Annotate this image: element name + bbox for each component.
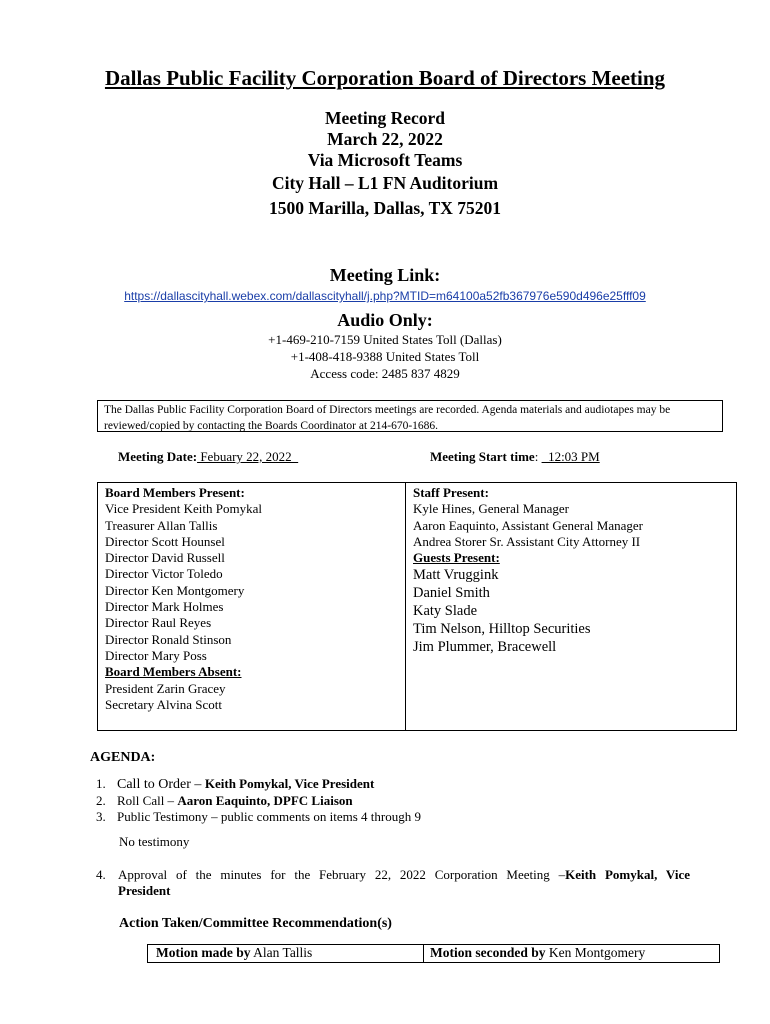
- agenda-item-number: 3.: [96, 809, 106, 824]
- agenda-item-2: [96, 793, 736, 809]
- meeting-via: Via Microsoft Teams: [307, 150, 463, 170]
- staff-member: Kyle Hines, General Manager: [413, 501, 569, 517]
- meeting-start-colon: :: [534, 449, 539, 464]
- guests-present-header: Guests Present:: [413, 550, 500, 566]
- agenda-item-text: Call to Order –: [117, 777, 205, 792]
- agenda-item-text: Approval of the minutes for the February 22, 2022 Corporation Meeting –: [118, 867, 566, 882]
- agenda-item-3: [96, 809, 736, 825]
- board-member: Treasurer Allan Tallis: [105, 517, 218, 533]
- meeting-start-row: [430, 449, 600, 465]
- guest: Matt Vruggink: [413, 567, 499, 584]
- staff-present-header: Staff Present:: [413, 485, 489, 500]
- no-testimony-note: No testimony: [119, 834, 190, 849]
- guest: Tim Nelson, Hilltop Securities: [413, 621, 591, 638]
- board-member: Director Scott Hounsel: [105, 533, 225, 549]
- board-present-header: Board Members Present:: [105, 485, 245, 500]
- audio-only-label: Audio Only:: [337, 310, 433, 330]
- staff-member: Aaron Eaquinto, Assistant General Manager: [413, 517, 643, 533]
- board-absent-member: Secretary Alvina Scott: [105, 696, 222, 712]
- board-member: Director Ronald Stinson: [105, 631, 232, 647]
- guest: Jim Plummer, Bracewell: [413, 639, 557, 656]
- motion-seconded-by: Ken Montgomery: [548, 945, 646, 960]
- attendance-table: [97, 482, 737, 731]
- audio-line-1: +1-469-210-7159 United States Toll (Dallas): [268, 332, 502, 347]
- audio-access-code: Access code: 2485 837 4829: [310, 366, 460, 381]
- meeting-location: City Hall – L1 FN Auditorium: [271, 173, 499, 193]
- agenda-item-text: Public Testimony – public comments on items 4 through 9: [117, 809, 421, 824]
- board-member: Director Victor Toledo: [105, 566, 223, 582]
- board-member: Director Mary Poss: [105, 647, 207, 663]
- board-column: [105, 485, 400, 713]
- meeting-link-url[interactable]: https://dallascityhall.webex.com/dallascityhall/j.php?MTID=m64100a52fb367976e590d496e25fff09: [124, 289, 646, 303]
- meeting-address: 1500 Marilla, Dallas, TX 75201: [268, 198, 502, 218]
- motion-made-label: Motion made by: [156, 945, 251, 960]
- agenda-item-presenter: Keith Pomykal, Vice President: [204, 776, 375, 791]
- agenda-item-number: 1.: [96, 776, 106, 791]
- agenda-item-text: Roll Call –: [117, 793, 178, 808]
- meeting-date-row: [118, 449, 298, 465]
- document-title: Dallas Public Facility Corporation Board of Directors Meeting: [104, 66, 666, 90]
- motion-seconded-cell: [430, 945, 645, 961]
- staff-member: Andrea Storer Sr. Assistant City Attorney II: [413, 533, 641, 549]
- staff-column: [413, 485, 733, 656]
- meeting-date-value: Febuary 22, 2022: [197, 449, 299, 464]
- agenda-item-number: 4.: [96, 867, 106, 882]
- agenda-item-4: [96, 867, 696, 899]
- meeting-start-value: 12:03 PM: [541, 449, 600, 464]
- agenda-item-presenter: Aaron Eaquinto, DPFC Liaison: [177, 793, 353, 808]
- board-member: Director Ken Montgomery: [105, 582, 245, 598]
- agenda-item-number: 2.: [96, 793, 106, 808]
- board-member: Director Raul Reyes: [105, 615, 212, 631]
- board-member: Director Mark Holmes: [105, 599, 224, 615]
- meeting-date-label: Meeting Date:: [118, 449, 198, 464]
- meeting-start-label: Meeting Start time: [430, 449, 535, 464]
- motion-seconded-label: Motion seconded by: [430, 945, 546, 960]
- meeting-link-label: Meeting Link:: [329, 265, 441, 285]
- board-member: Vice President Keith Pomykal: [105, 501, 262, 517]
- meeting-date-heading: March 22, 2022: [327, 129, 443, 149]
- audio-line-2: +1-408-418-9388 United States Toll: [290, 349, 480, 364]
- guest: Katy Slade: [413, 603, 478, 620]
- guest: Daniel Smith: [413, 585, 490, 602]
- agenda-item-presenter-cont: President: [118, 883, 171, 898]
- motion-divider: [423, 945, 424, 962]
- motion-table: [147, 944, 720, 963]
- motion-made-cell: [156, 945, 312, 961]
- board-absent-header: Board Members Absent:: [105, 664, 242, 680]
- agenda-item-presenter: Keith Pomykal, Vice: [565, 867, 690, 882]
- board-absent-member: President Zarin Gracey: [105, 680, 226, 696]
- meeting-record-label: Meeting Record: [324, 108, 446, 128]
- motion-made-by: Alan Tallis: [253, 945, 313, 960]
- table-divider: [405, 483, 406, 730]
- action-taken-label: Action Taken/Committee Recommendation(s): [119, 916, 392, 931]
- agenda-label: AGENDA:: [90, 750, 156, 765]
- recording-notice: The Dallas Public Facility Corporation Board of Directors meetings are recorded. Agenda materials and audiotapes may be reviewed/copied by contacting the Boards Coordinator at 214-670-1686.: [97, 400, 723, 432]
- agenda-item-1: [96, 776, 736, 793]
- board-member: Director David Russell: [105, 550, 225, 566]
